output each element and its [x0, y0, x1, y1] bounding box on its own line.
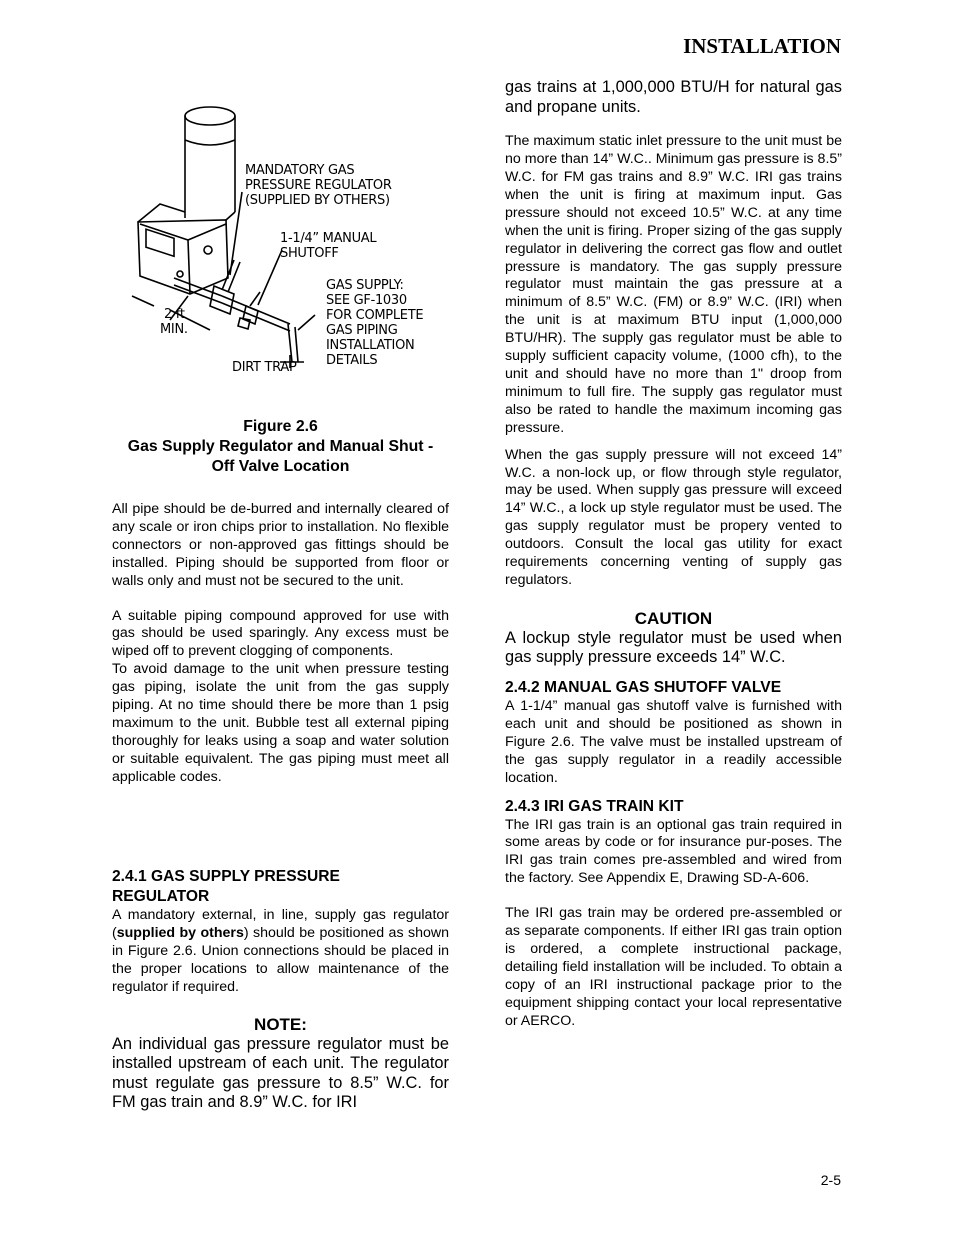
- callout-supply-6: DETAILS: [326, 353, 378, 368]
- section-heading-2-4-1-line1: 2.4.1 GAS SUPPLY PRESSURE: [112, 868, 340, 885]
- section-2-4-1: [112, 867, 449, 1113]
- callout-regulator-1: MANDATORY GAS: [245, 163, 355, 178]
- section-heading-2-4-3: 2.4.3 IRI GAS TRAIN KIT: [505, 797, 684, 815]
- callout-supply-2: SEE GF-1030: [326, 293, 407, 308]
- paragraph-piping-compound: A suitable piping compound approved for use with gas should be used sparingly. Any excess must be wiped off to prevent clogging of components.: [112, 607, 449, 660]
- gas-piping-diagram: [130, 100, 450, 380]
- callout-shutoff-2: SHUTOFF: [280, 246, 339, 261]
- figure-number: Figure 2.6: [243, 418, 318, 435]
- paragraph-iri-ordering: The IRI gas train may be ordered pre-assembled or as separate components. If either IRI gas train option is ordered, a complete instructional package, detailing field installation will be included. To obtain a copy of an IRI instructional package prior to the equipment shipping contact your local representative or AERCO.: [505, 905, 842, 1029]
- paragraph-regulator: [112, 907, 449, 997]
- left-column: [112, 501, 449, 787]
- note-heading: NOTE:: [254, 1014, 307, 1034]
- paragraph-regulator-part1: A mandatory external, in line, supply gas regulator (: [112, 907, 449, 941]
- callout-dirt-trap: DIRT TRAP: [232, 360, 297, 375]
- page-number: 2-5: [820, 1172, 841, 1188]
- callout-shutoff-1: 1-1/4” MANUAL: [280, 231, 377, 246]
- paragraph-pipe-deburr: All pipe should be de-burred and internally cleared of any scale or iron chips prior to installation. No flexible connectors or non-approved gas fittings should be installed. Piping should be supported from floor or walls only and must not be secured to the unit.: [112, 501, 449, 589]
- callout-regulator-2: PRESSURE REGULATOR: [245, 178, 392, 193]
- callout-distance-1: 2 ft: [164, 307, 185, 322]
- paragraph-shutoff-valve: A 1-1/4” manual gas shutoff valve is furnished with each unit and should be positioned as shown in Figure 2.6. The valve must be installed upstream of the gas supply regulator in a readily accessible location.: [505, 698, 842, 786]
- page-header: INSTALLATION: [683, 34, 841, 58]
- callout-supply-3: FOR COMPLETE: [326, 308, 424, 323]
- figure-caption: [112, 417, 449, 477]
- callout-distance-2: MIN.: [160, 322, 188, 337]
- paragraph-iri-optional: The IRI gas train is an optional gas train required in some areas by code or for insurance pur-poses. The IRI gas train comes pre-assembled and wired from the factory. See Appendix E, Drawing SD-A-606.: [505, 816, 842, 887]
- paragraph-regulator-bold: supplied by others: [116, 924, 244, 941]
- section-heading-2-4-1-line2: REGULATOR: [112, 888, 210, 905]
- paragraph-static-pressure: The maximum static inlet pressure to the unit must be no more than 14” W.C.. Minimum gas pressure is 8.5” W.C. for FM gas trains and 8.9” W.C. IRI gas trains when the unit is firing at maximum input. Gas pressure should not exceed 10.5” W.C. at any time when the unit is firing. Proper sizing of the gas supply regulator in delivering the correct gas flow and outlet pressure is mandatory. The gas supply pressure regulator must maintain the gas pressure at a minimum of 8.5” W.C. (FM) or 8.9” W.C. (IRI) when the unit is at maximum BTU input (1,000,000 BTU/HR). The supply gas regulator must be able to supply sufficient capacity volume, (1000 cfh), to the unit and should have no more than 1" droop from minimum to full fire. The supply gas regulator must also be rated to handle the maximum incoming gas pressure.: [505, 133, 842, 436]
- paragraph-regulator-part2: ) should be positioned as shown in Figure 2.6. Union connections should be placed in the proper locations to allow maintenance of the regulator if required.: [112, 924, 449, 995]
- right-column: [505, 78, 842, 1031]
- figure-2-6-illustration: [130, 100, 450, 380]
- paragraph-continued: gas trains at 1,000,000 BTU/H for natural gas and propane units.: [505, 78, 842, 116]
- callout-supply-5: INSTALLATION: [326, 338, 415, 353]
- caution-text: A lockup style regulator must be used when gas supply pressure exceeds 14” W.C.: [505, 628, 842, 667]
- figure-title-line2: Off Valve Location: [211, 458, 350, 475]
- paragraph-lockup: When the gas supply pressure will not exceed 14” W.C. a non-lock up, or flow through style regulator, may be used. When supply gas pressure will exceed 14” W.C., a lock up style regulator must be used. The gas supply regulator must be propery vented to outdoors. Consult the local gas utility for exact requirements concerning venting of supply gas regulators.: [505, 446, 842, 588]
- caution-heading: CAUTION: [634, 608, 713, 628]
- callout-supply-1: GAS SUPPLY:: [326, 278, 404, 293]
- callout-supply-4: GAS PIPING: [326, 323, 398, 338]
- note-text: An individual gas pressure regulator must be installed upstream of each unit. The regulator must regulate gas pressure to 8.5” W.C. for FM gas train and 8.9” W.C. for IRI: [112, 1034, 449, 1112]
- paragraph-pressure-testing: To avoid damage to the unit when pressure testing gas piping, isolate the unit from the gas supply piping. At no time should there be more than 1 psig maximum to the unit. Bubble test all external piping thoroughly for leaks using a soap and water solution or suitable equivalent. The gas piping must meet all applicable codes.: [112, 661, 449, 785]
- section-heading-2-4-2: 2.4.2 MANUAL GAS SHUTOFF VALVE: [505, 679, 782, 697]
- figure-title-line1: Gas Supply Regulator and Manual Shut -: [127, 438, 434, 455]
- callout-regulator-3: (SUPPLIED BY OTHERS): [245, 193, 390, 208]
